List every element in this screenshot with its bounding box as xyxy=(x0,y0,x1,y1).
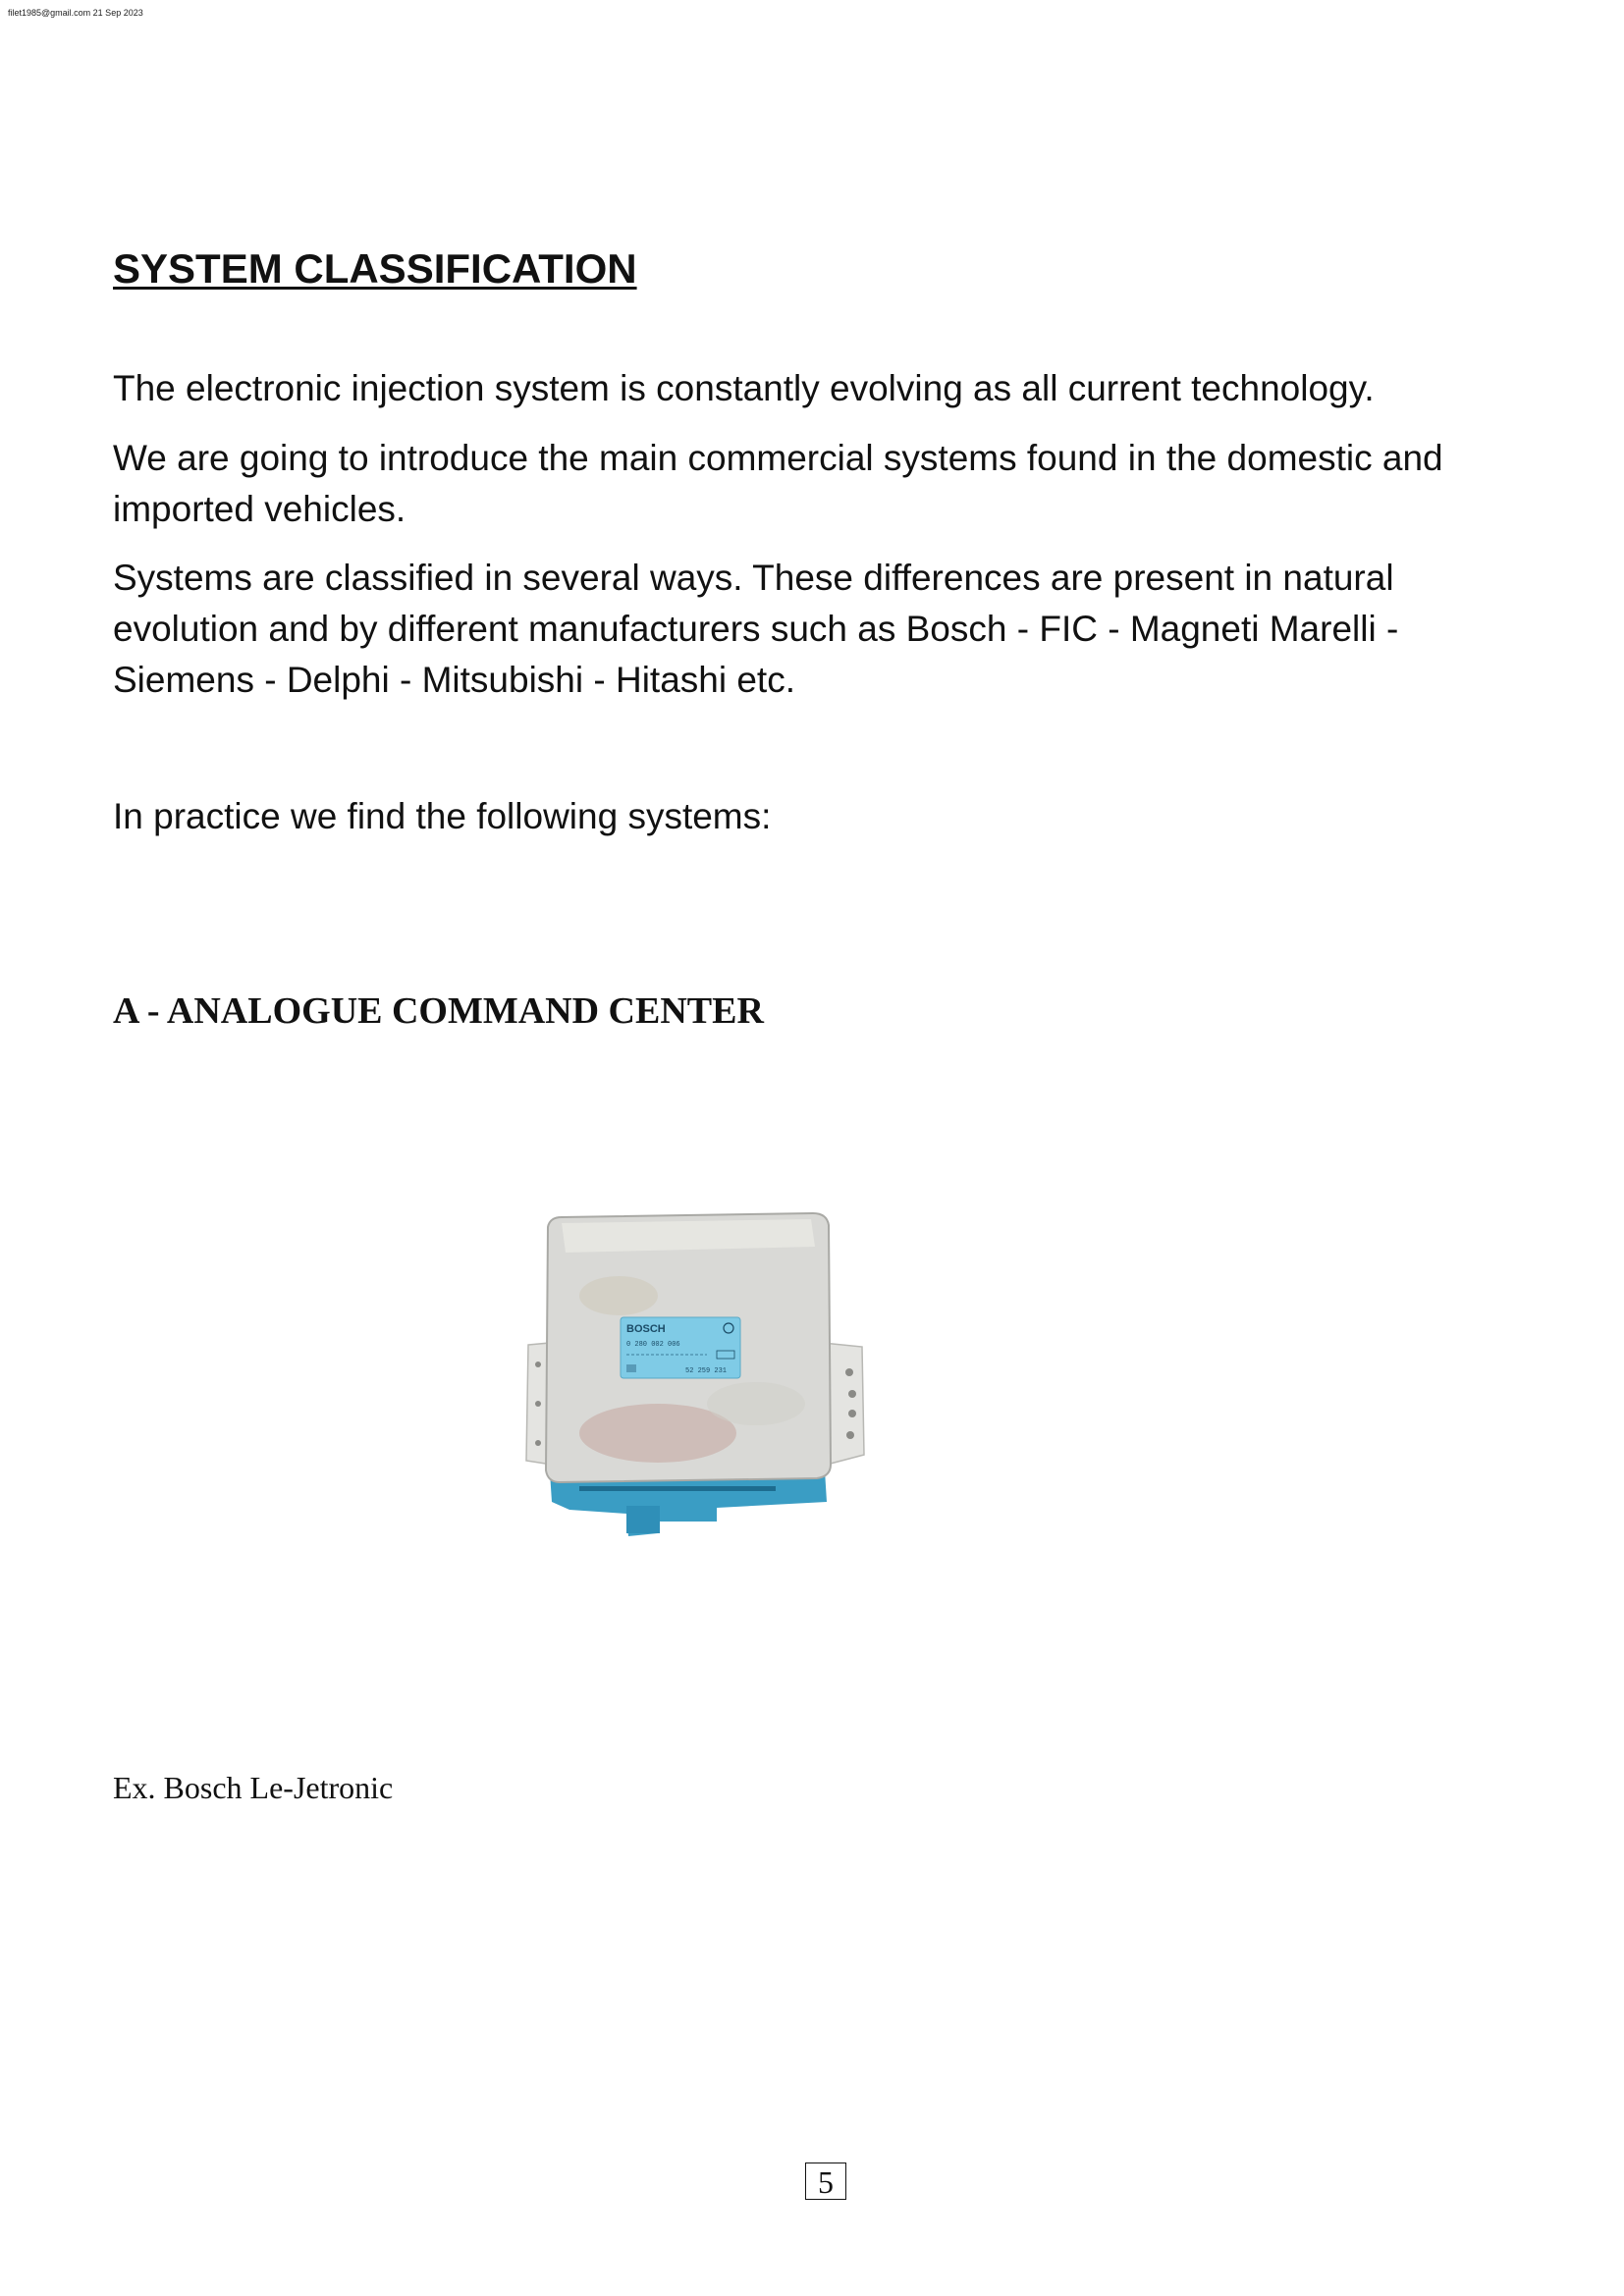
page-title: SYSTEM CLASSIFICATION xyxy=(113,245,637,292)
paragraph-intro: The electronic injection system is constantly evolving as all current technology. xyxy=(113,368,1375,408)
ecu-label-part: 0 280 002 006 xyxy=(626,1341,680,1349)
section-heading: A - ANALOGUE COMMAND CENTER xyxy=(113,990,764,1032)
page-number: 5 xyxy=(805,2163,846,2200)
figure-caption: Ex. Bosch Le-Jetronic xyxy=(113,1770,394,1805)
ecu-label-code: 52 259 231 xyxy=(685,1367,728,1375)
ecu-label xyxy=(621,1317,740,1378)
ecu-image xyxy=(511,1207,884,1561)
watermark: filet1985@gmail.com 21 Sep 2023 xyxy=(8,8,143,18)
paragraph-classification: Systems are classified in several ways. These differences are present in natural evolution and by different manufacturers such as Bosch - FIC - Magneti Marelli - Siemens - Delphi - Mitsubishi - Hitashi etc. xyxy=(113,558,1399,700)
paragraph-practice: In practice we find the following systems: xyxy=(113,796,772,836)
paragraph-systems: We are going to introduce the main commercial systems found in the domestic and imported vehicles. xyxy=(113,438,1443,529)
ecu-label-brand: BOSCH xyxy=(626,1323,666,1335)
